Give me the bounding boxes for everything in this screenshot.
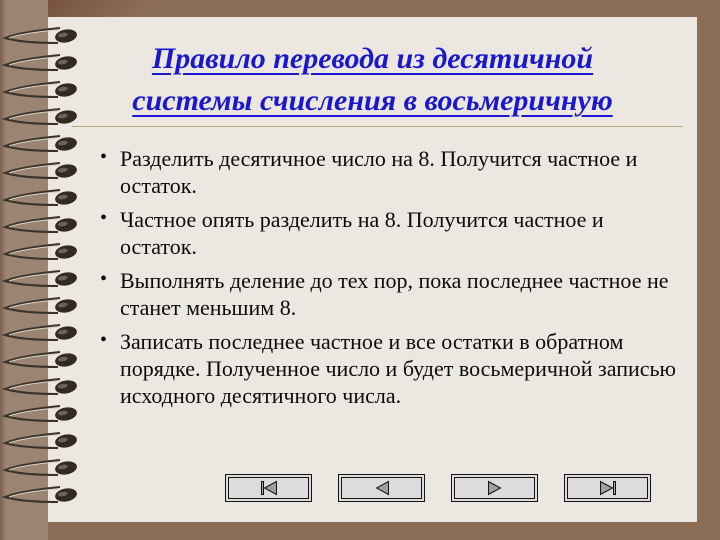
spiral-binding (0, 0, 90, 540)
bullet-item (100, 206, 677, 260)
bullet-item (100, 267, 677, 321)
previous-icon (369, 480, 395, 496)
nav-first-button[interactable] (225, 474, 312, 502)
nav-last-button[interactable] (564, 474, 651, 502)
title-line-2: системы счисления в восьмеричную (132, 84, 613, 117)
skip-to-first-icon (256, 480, 282, 496)
bullet-text: Частное опять разделить на 8. Получится частное и остаток. (120, 207, 604, 259)
bullet-marker: • (100, 146, 108, 168)
bullet-marker: • (100, 329, 108, 351)
bullet-text: Записать последнее частное и все остатки в обратном порядке. Полученное число и будет восьмеричной записью исходного десятичного числа. (120, 329, 676, 408)
bullet-item (100, 328, 677, 409)
nav-previous-button[interactable] (338, 474, 425, 502)
bullet-marker: • (100, 207, 108, 229)
bullet-list (48, 145, 697, 409)
slide-title (48, 17, 697, 122)
title-line-1: Правило перевода из десятичной (151, 42, 594, 75)
bullet-text: Выполнять деление до тех пор, пока последнее частное не станет меньшим 8. (120, 268, 669, 320)
title-separator (72, 126, 683, 127)
bullet-text: Разделить десятичное число на 8. Получится частное и остаток. (120, 146, 638, 198)
nav-next-button[interactable] (451, 474, 538, 502)
bullet-marker: • (100, 268, 108, 290)
skip-to-last-icon (595, 480, 621, 496)
next-icon (482, 480, 508, 496)
slide-paper (48, 17, 697, 522)
nav-buttons (225, 474, 651, 502)
bullet-item (100, 145, 677, 199)
